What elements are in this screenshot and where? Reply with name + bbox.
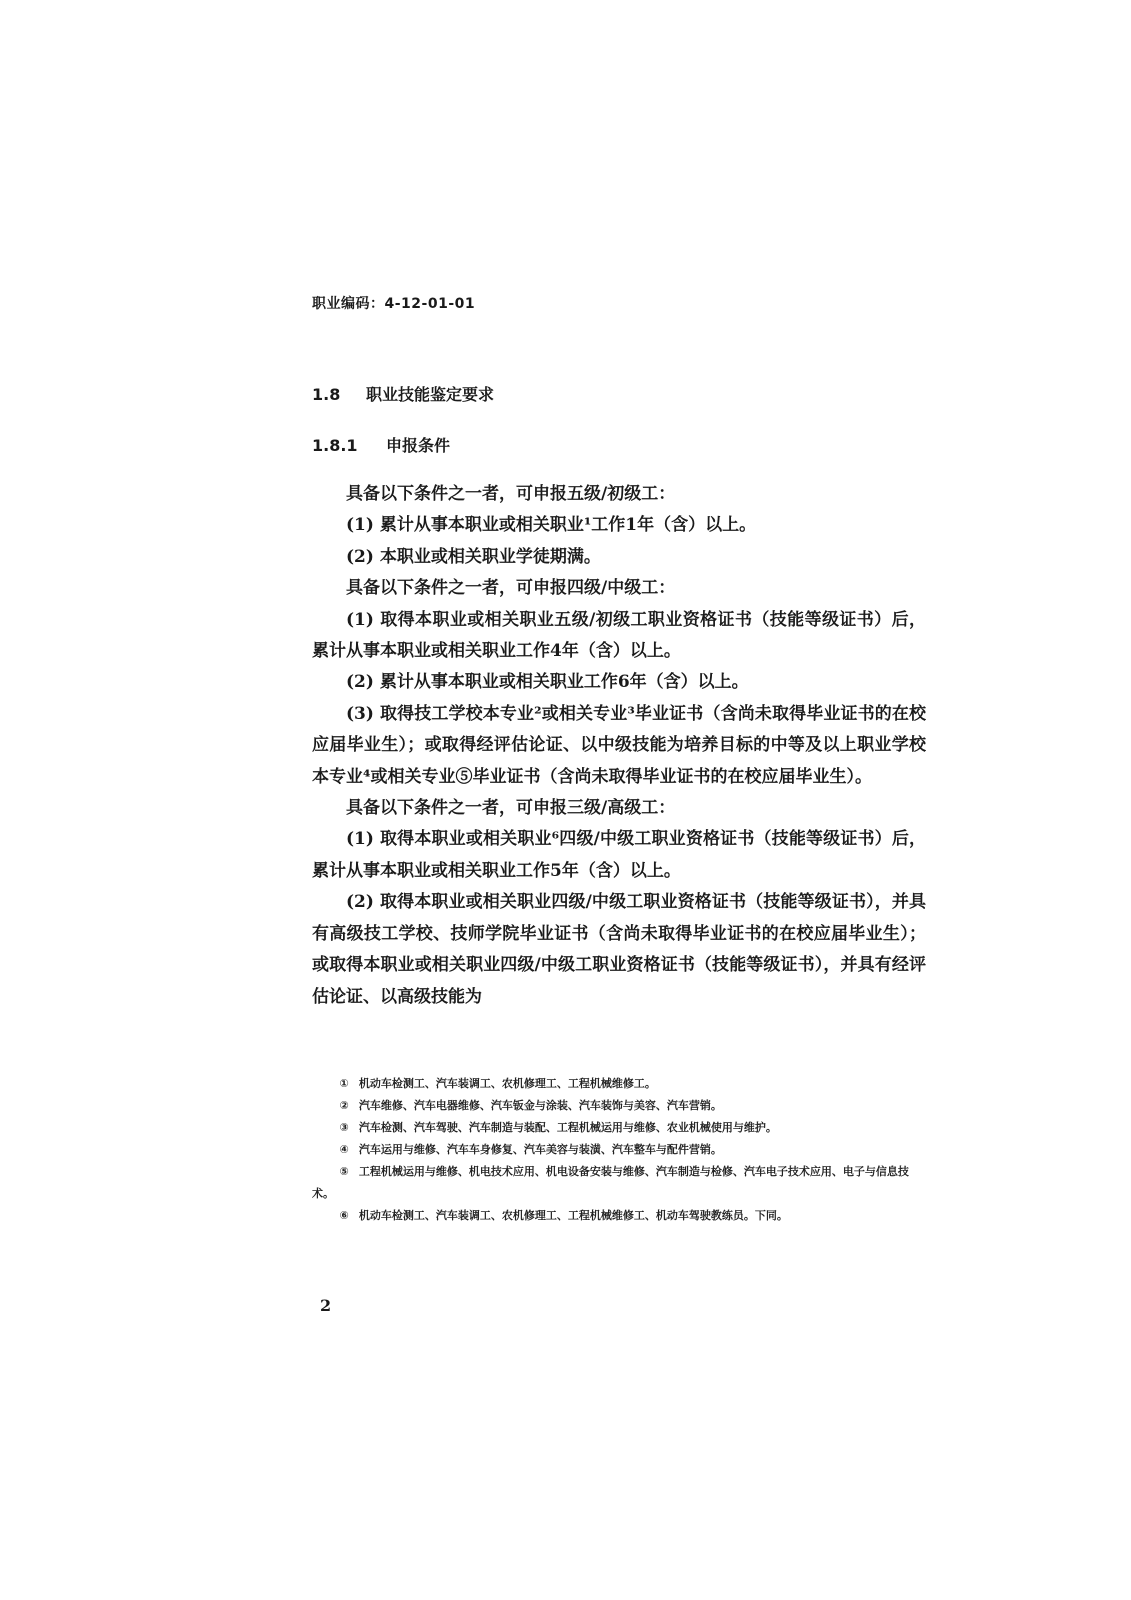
paragraph: 具备以下条件之一者，可申报五级/初级工： [346, 484, 676, 504]
paragraph: (2) 本职业或相关职业学徒期满。 [346, 546, 601, 567]
footnote-mark: ② [339, 1099, 349, 1112]
section-heading-1-8 [312, 382, 494, 405]
footnote [312, 1139, 926, 1161]
footnote-text: 汽车检测、汽车驾驶、汽车制造与装配、工程机械运用与维修、农业机械使用与维护。 [358, 1121, 777, 1134]
paragraph: (1) 取得本职业或相关职业五级/初级工职业资格证书（技能等级证书）后，累计从事本职业或相关职业工作4年（含）以上。 [312, 609, 926, 662]
footnote-mark: ⑤ [339, 1165, 349, 1178]
paragraph: (3) 取得技工学校本专业²或相关专业³毕业证书（含尚未取得毕业证书的在校应届毕业生）；或取得经评估论证、以中级技能为培养目标的中等及以上职业学校本专业⁴或相关专业⑤毕业证书（含尚未取得毕业证书的在校应届毕业生）。 [312, 703, 926, 787]
paragraph: (2) 取得本职业或相关职业四级/中级工职业资格证书（技能等级证书），并具有高级技工学校、技师学院毕业证书（含尚未取得毕业证书的在校应届毕业生）；或取得本职业或相关职业四级/中级工职业资格证书（技能等级证书），并具有经评估论证、以高级技能为 [312, 892, 926, 1007]
page-number: 2 [320, 1296, 332, 1315]
footnote-mark: ① [339, 1077, 349, 1090]
occupation-code: 职业编码：4-12-01-01 [312, 296, 476, 312]
footnote-mark: ⑥ [339, 1209, 349, 1222]
footnote-text: 汽车维修、汽车电器维修、汽车钣金与涂装、汽车装饰与美容、汽车营销。 [358, 1099, 722, 1112]
section-title: 申报条件 [386, 436, 451, 455]
paragraph: 具备以下条件之一者，可申报三级/高级工： [346, 798, 676, 819]
body-text [312, 479, 926, 1013]
footnote [312, 1073, 926, 1095]
footnote-text: 工程机械运用与维修、机电技术应用、机电设备安装与维修、汽车制造与检修、汽车电子技术应用、电子与信息技术。 [312, 1165, 909, 1200]
paragraph: (1) 累计从事本职业或相关职业¹工作1年（含）以上。 [346, 515, 757, 536]
footnote-mark: ④ [339, 1143, 349, 1156]
section-number: 1.8.1 [312, 436, 358, 455]
section-heading-1-8-1 [312, 433, 450, 456]
footnote-text: 机动车检测工、汽车装调工、农机修理工、工程机械维修工、机动车驾驶教练员。下同。 [358, 1209, 788, 1222]
section-title: 职业技能鉴定要求 [366, 385, 495, 404]
paragraph: (1) 取得本职业或相关职业⁶四级/中级工职业资格证书（技能等级证书）后，累计从事本职业或相关职业工作5年（含）以上。 [312, 829, 926, 881]
footnote [312, 1205, 926, 1227]
footnote [312, 1095, 926, 1117]
footnote [312, 1117, 926, 1139]
paragraph: 具备以下条件之一者，可申报四级/中级工： [346, 578, 676, 599]
footnote-text: 汽车运用与维修、汽车车身修复、汽车美容与装潢、汽车整车与配件营销。 [358, 1143, 722, 1156]
section-number: 1.8 [312, 385, 341, 404]
footnote [312, 1161, 926, 1205]
footnotes [312, 1073, 926, 1227]
paragraph: (2) 累计从事本职业或相关职业工作6年（含）以上。 [346, 672, 749, 693]
footnote-mark: ③ [339, 1121, 349, 1134]
footnote-text: 机动车检测工、汽车装调工、农机修理工、工程机械维修工。 [358, 1077, 656, 1090]
